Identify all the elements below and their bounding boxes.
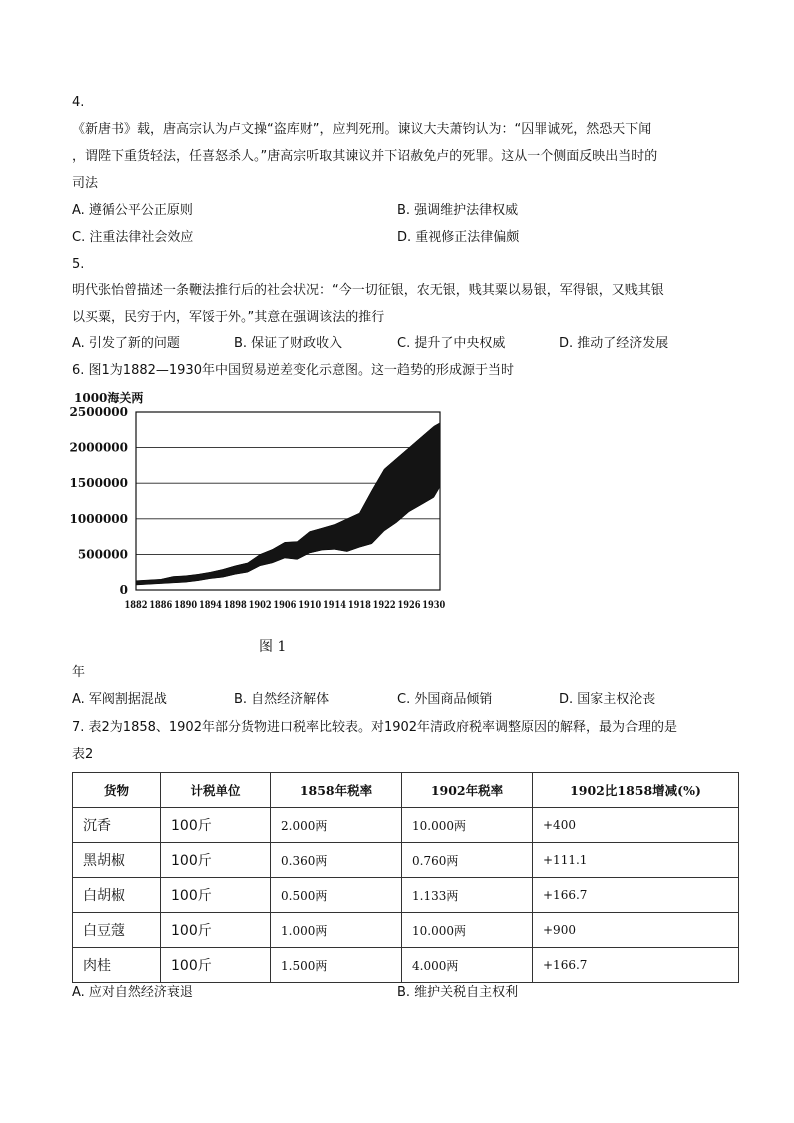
table-header-row: [73, 773, 739, 808]
trade-deficit-band: [136, 423, 440, 585]
table-row: [73, 878, 739, 913]
question-6-option-a: A. 军阀割据混战: [72, 692, 167, 707]
question-6-stem: 6. 图1为1882—1930年中国贸易逆差变化示意图。这一趋势的形成源于当时: [72, 363, 514, 378]
cell-change: +111.1: [533, 843, 739, 878]
cell-unit: 100斤: [161, 878, 271, 913]
question-6-option-d: D. 国家主权沦丧: [559, 692, 656, 707]
header-rate-1902: 1902年税率: [402, 773, 533, 808]
chart-x-ticks: [125, 599, 446, 611]
cell-rate-1902: 1.133两: [402, 878, 533, 913]
x-tick-label: 1922: [372, 599, 396, 611]
cell-goods: 黑胡椒: [73, 843, 161, 878]
y-tick-label: 500000: [77, 547, 128, 562]
table-row: [73, 948, 739, 983]
question-5-option-d: D. 推动了经济发展: [559, 336, 669, 351]
y-tick-label: 2000000: [70, 440, 128, 455]
table-row: [73, 843, 739, 878]
question-6-stem-tail: 年: [72, 665, 86, 680]
question-5-option-b: B. 保证了财政收入: [234, 336, 343, 351]
table-row: [73, 913, 739, 948]
cell-rate-1902: 0.760两: [402, 843, 533, 878]
y-tick-label: 1000000: [70, 511, 128, 526]
cell-change: +400: [533, 808, 739, 843]
question-4-stem-line-3: 司法: [72, 176, 99, 191]
tax-rate-table: [72, 772, 739, 983]
question-6-option-c: C. 外国商品倾销: [397, 692, 493, 707]
x-tick-label: 1926: [397, 599, 421, 611]
cell-goods: 肉桂: [73, 948, 161, 983]
cell-unit: 100斤: [161, 913, 271, 948]
question-7-option-a: A. 应对自然经济衰退: [72, 985, 193, 1000]
table-2-label: 表2: [72, 747, 94, 762]
cell-unit: 100斤: [161, 843, 271, 878]
question-5-option-a: A. 引发了新的问题: [72, 336, 180, 351]
question-7-option-b: B. 维护关税自主权利: [397, 985, 519, 1000]
y-tick-label: 1500000: [70, 476, 128, 491]
question-5-stem-line-1: 明代张怡曾描述一条鞭法推行后的社会状况：“今一切征银，农无银，贱其粟以易银，军得银，又贱其银: [72, 283, 664, 298]
cell-goods: 沉香: [73, 808, 161, 843]
header-unit: 计税单位: [161, 773, 271, 808]
x-tick-label: 1894: [198, 599, 222, 611]
cell-rate-1858: 0.360两: [271, 843, 402, 878]
question-6-option-b: B. 自然经济解体: [234, 692, 330, 707]
cell-rate-1858: 1.000两: [271, 913, 402, 948]
cell-change: +900: [533, 913, 739, 948]
cell-rate-1902: 10.000两: [402, 913, 533, 948]
cell-rate-1902: 4.000两: [402, 948, 533, 983]
x-tick-label: 1890: [174, 599, 198, 611]
cell-change: +166.7: [533, 948, 739, 983]
header-goods: 货物: [73, 773, 161, 808]
question-4-number: 4.: [72, 95, 85, 110]
cell-unit: 100斤: [161, 948, 271, 983]
x-tick-label: 1914: [323, 599, 347, 611]
header-rate-1858: 1858年税率: [271, 773, 402, 808]
cell-goods: 白胡椒: [73, 878, 161, 913]
question-4-option-c: C. 注重法律社会效应: [72, 230, 194, 245]
question-5-number: 5.: [72, 257, 85, 272]
question-4-stem-line-1: 《新唐书》载，唐高宗认为卢文操“盗库财”，应判死刑。谏议大夫萧钧认为：“囚罪诚死，然恐天下闻: [72, 122, 652, 137]
x-tick-label: 1902: [248, 599, 272, 611]
x-tick-label: 1906: [273, 599, 297, 611]
cell-goods: 白豆蔻: [73, 913, 161, 948]
question-5-option-c: C. 提升了中央权威: [397, 336, 506, 351]
x-tick-label: 1910: [298, 599, 322, 611]
figure-1-caption: 图 1: [259, 639, 287, 655]
question-4-option-b: B. 强调维护法律权威: [397, 203, 519, 218]
trade-deficit-chart: [70, 388, 470, 616]
chart-y-axis-unit: 1000海关两: [74, 391, 144, 405]
header-change: 1902比1858增减(%): [533, 773, 739, 808]
cell-rate-1902: 10.000两: [402, 808, 533, 843]
x-tick-label: 1886: [149, 599, 173, 611]
cell-change: +166.7: [533, 878, 739, 913]
question-7-stem: 7. 表2为1858、1902年部分货物进口税率比较表。对1902年清政府税率调整原因的解释，最为合理的是: [72, 720, 678, 735]
cell-rate-1858: 0.500两: [271, 878, 402, 913]
y-tick-label: 0: [119, 583, 128, 597]
x-tick-label: 1930: [422, 599, 446, 611]
cell-rate-1858: 1.500两: [271, 948, 402, 983]
table-row: [73, 808, 739, 843]
question-4-stem-line-2: ，谓陛下重货轻法，任喜怒杀人。”唐高宗听取其谏议并下诏赦免卢的死罪。这从一个侧面反映出当时的: [72, 149, 658, 164]
question-5-stem-line-2: 以买粟，民穷于内，军馁于外。”其意在强调该法的推行: [72, 310, 385, 325]
cell-unit: 100斤: [161, 808, 271, 843]
y-tick-label: 2500000: [70, 405, 128, 419]
x-tick-label: 1898: [223, 599, 247, 611]
question-4-option-a: A. 遵循公平公正原则: [72, 203, 193, 218]
chart-y-ticks: [70, 405, 128, 597]
x-tick-label: 1918: [347, 599, 371, 611]
x-tick-label: 1882: [124, 599, 148, 611]
question-4-option-d: D. 重视修正法律偏颇: [397, 230, 520, 245]
cell-rate-1858: 2.000两: [271, 808, 402, 843]
